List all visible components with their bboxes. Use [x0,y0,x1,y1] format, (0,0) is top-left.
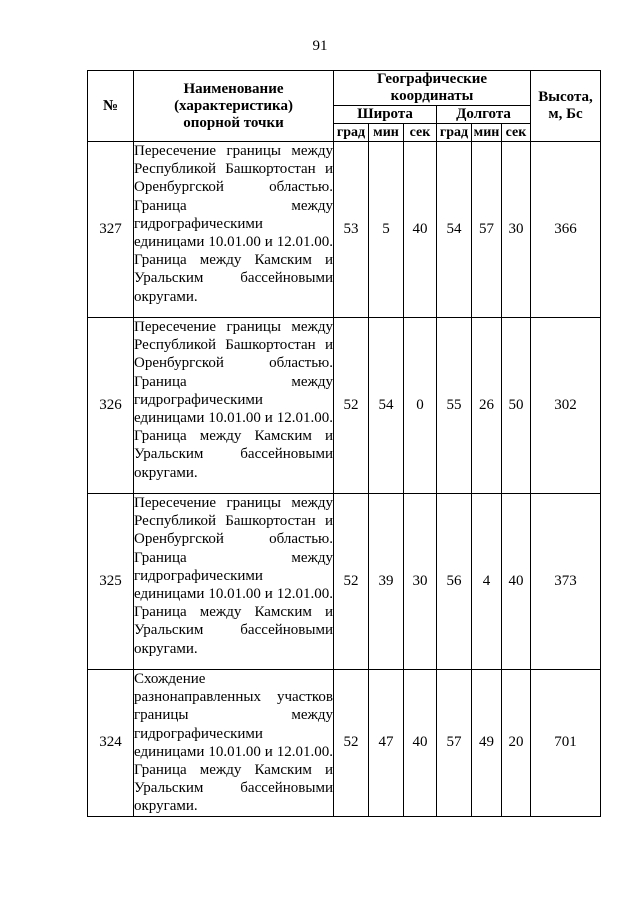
lat-deg-cell: 52 [334,318,369,494]
header-name-line1: Наименование [183,80,284,97]
header-name-line2: (характеристика) [174,97,293,114]
table-row [88,318,601,494]
lon-deg-cell: 55 [437,318,472,494]
lat-sec-cell: 30 [404,494,437,670]
lat-sec-cell: 40 [404,142,437,318]
lat-deg-cell: 53 [334,142,369,318]
row-number: 326 [88,318,134,494]
header-height [531,71,601,142]
row-description: Схождение разнонаправленных участков границы между гидрографическими единицами 10.01.00 и 12.01.00. Граница между Камским и Уральским бассейновыми округами. [134,671,333,815]
lat-min-cell: 39 [369,494,404,670]
header-lon-min: мин [472,124,502,142]
page-number: 91 [312,38,328,54]
lat-min-cell: 5 [369,142,404,318]
height-cell: 302 [531,318,601,494]
lon-sec-cell: 50 [502,318,531,494]
header-lon-sec: сек [502,124,531,142]
lon-deg-cell: 56 [437,494,472,670]
table-row [88,670,601,817]
lon-sec-cell: 20 [502,670,531,817]
lon-min-cell: 49 [472,670,502,817]
row-number: 325 [88,494,134,670]
height-cell: 373 [531,494,601,670]
lat-sec-cell: 40 [404,670,437,817]
header-lon-deg: град [437,124,472,142]
lat-deg-cell: 52 [334,670,369,817]
row-description: Пересечение границы между Республикой Башкортостан и Оренбургской областью. Граница между гидрографическими единицами 10.01.00 и 12.01.00. Граница между Камским и Уральским бассейновыми округами. [134,318,334,494]
header-height-line1: Высота, [538,89,593,105]
height-cell: 701 [531,670,601,817]
header-geo-coords: Географические координаты [334,71,531,106]
lat-sec-cell: 0 [404,318,437,494]
lon-deg-cell: 57 [437,670,472,817]
table-row [88,142,601,318]
lon-sec-cell: 30 [502,142,531,318]
row-number: 327 [88,142,134,318]
row-number: 324 [88,670,134,817]
header-lat-min: мин [369,124,404,142]
row-description: Пересечение границы между Республикой Башкортостан и Оренбургской областью. Граница между гидрографическими единицами 10.01.00 и 12.01.00. Граница между Камским и Уральским бассейновыми округами. [134,494,334,670]
lon-min-cell: 26 [472,318,502,494]
header-height-line2: м, Бс [548,106,583,122]
header-name [134,71,334,142]
header-longitude: Долгота [437,106,531,124]
reference-points-table [87,70,601,817]
lon-sec-cell: 40 [502,494,531,670]
header-lat-sec: сек [404,124,437,142]
header-latitude: Широта [334,106,437,124]
lon-min-cell: 57 [472,142,502,318]
lat-min-cell: 54 [369,318,404,494]
header-number: № [88,71,134,142]
height-cell: 366 [531,142,601,318]
lat-min-cell: 47 [369,670,404,817]
table-row [88,494,601,670]
lat-deg-cell: 52 [334,494,369,670]
row-description: Пересечение границы между Республикой Башкортостан и Оренбургской областью. Граница между гидрографическими единицами 10.01.00 и 12.01.00. Граница между Камским и Уральским бассейновыми округами. [134,142,334,318]
lon-min-cell: 4 [472,494,502,670]
lon-deg-cell: 54 [437,142,472,318]
header-lat-deg: град [334,124,369,142]
header-name-line3: опорной точки [183,114,284,131]
